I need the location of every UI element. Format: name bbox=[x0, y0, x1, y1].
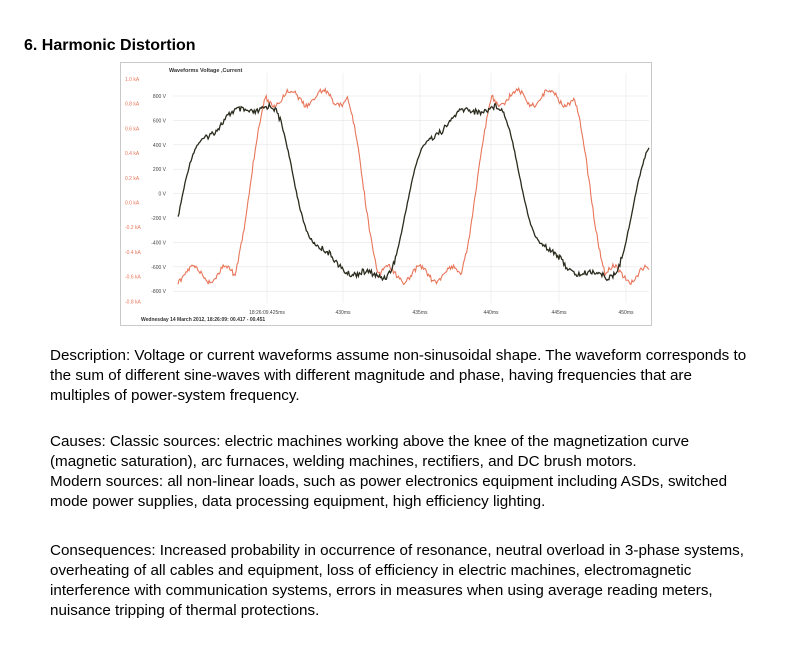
causes-modern-text: Modern sources: all non-linear loads, such as power electronics equipment including ASDs, switched mode power supplies, data processing equipment, high efficiency lighting. bbox=[50, 473, 728, 510]
voltage-tick-label: 400 V bbox=[152, 142, 166, 149]
current-tick-label: -0.8 kA bbox=[125, 299, 141, 306]
causes-classic-text: Causes: Classic sources: electric machines working above the knee of the magnetization curve (magnetic saturation), arc furnaces, welding machines, rectifiers, and DC brush motors. bbox=[50, 433, 690, 470]
voltage-tick-label: -800 V bbox=[151, 289, 166, 296]
voltage-tick-label: 800 V bbox=[152, 94, 166, 100]
causes-block bbox=[50, 432, 750, 512]
voltage-tick-label: -400 V bbox=[151, 240, 166, 247]
voltage-tick-label: 0 V bbox=[158, 191, 166, 198]
voltage-axis-labels bbox=[151, 94, 166, 295]
current-tick-label: 0.8 kA bbox=[125, 101, 140, 108]
current-tick-label: 0.4 kA bbox=[125, 151, 140, 158]
current-tick-label: 0.6 kA bbox=[125, 126, 140, 133]
current-tick-label: 0.0 kA bbox=[125, 200, 140, 207]
current-axis-labels bbox=[125, 77, 142, 305]
voltage-tick-label: -600 V bbox=[151, 264, 166, 271]
waveform-chart bbox=[121, 63, 651, 325]
current-tick-label: -0.4 kA bbox=[125, 249, 141, 256]
voltage-tick-label: 600 V bbox=[152, 118, 166, 125]
consequences-paragraph: Consequences: Increased probability in occurrence of resonance, neutral overload in 3-phase systems, overheating of all cables and equipment, loss of efficiency in electric machines, electromagnetic interference with communication systems, errors in measures when using average reading meters, nuisance tripping of thermal protections. bbox=[50, 542, 744, 619]
time-tick-label: 440ms bbox=[483, 310, 499, 316]
voltage-tick-label: 200 V bbox=[152, 167, 166, 174]
current-tick-label: 0.2 kA bbox=[125, 175, 140, 182]
chart-footer: Wednesday 14 March 2012, 18:26:09: 00.417 - 00.451 bbox=[141, 317, 266, 323]
current-tick-label: 1.0 kA bbox=[125, 77, 140, 83]
time-tick-label: 450ms bbox=[618, 310, 634, 316]
voltage-tick-label: -200 V bbox=[151, 216, 166, 222]
time-tick-label: 435ms bbox=[412, 310, 428, 316]
section-heading: 6. Harmonic Distortion bbox=[24, 37, 196, 54]
time-tick-label: 430ms bbox=[335, 310, 351, 316]
waveform-figure bbox=[120, 62, 652, 326]
chart-title: Waveforms Voltage ,Current bbox=[169, 68, 243, 74]
current-tick-label: -0.2 kA bbox=[125, 225, 141, 232]
time-tick-label: 445ms bbox=[551, 310, 567, 316]
description-paragraph: Description: Voltage or current waveforms assume non-sinusoidal shape. The waveform corresponds to the sum of different sine-waves with different magnitude and phase, having frequencies that are multiples of power-system frequency. bbox=[50, 347, 747, 404]
current-tick-label: -0.6 kA bbox=[125, 274, 141, 281]
time-tick-label: 18:26:09.425ms bbox=[249, 310, 285, 316]
time-axis-labels bbox=[249, 310, 634, 316]
